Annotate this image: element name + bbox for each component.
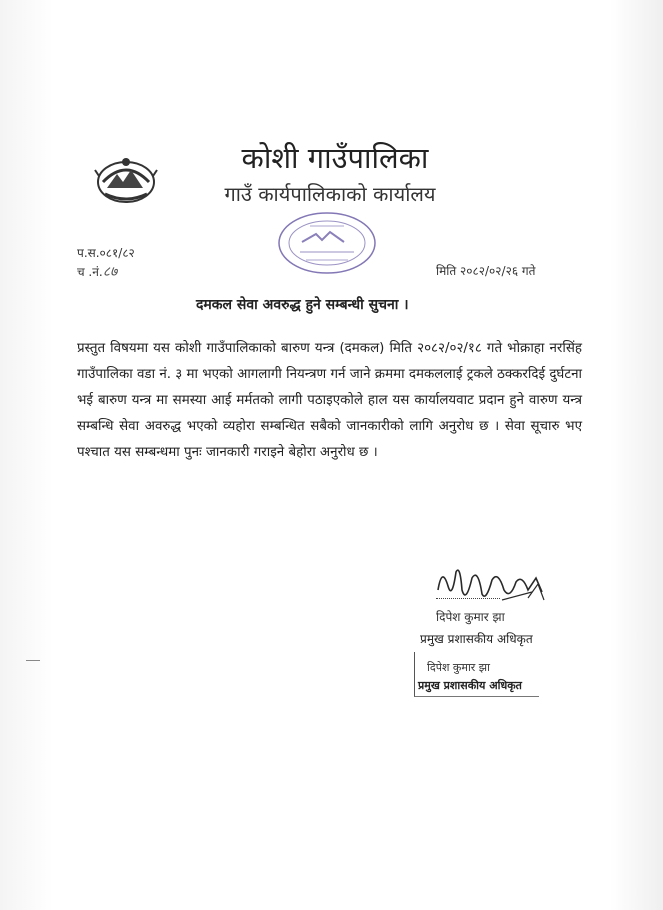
nepal-emblem-icon [93,152,159,206]
dispatch-number-label: च .नं. [77,265,103,279]
municipality-title: कोशी गाउँपालिका [241,141,429,175]
notice-body: प्रस्तुत विषयमा यस कोशी गाउँपालिकाको बारुण यन्त्र (दमकल) मिति २०८२/०२/१८ गते भोक्राहा नरसिंह गाउँपालिका वडा नं. ३ मा भएको आगलागी नियन्त्रण गर्न जाने क्रममा दमकललाई ट्रकले ठक्करदिई दुर्घटना भई बारुण यन्त्र मा समस्या आई मर्मतको लागी पठाइएकोले हाल यस कार्यालयवाट प्रदान हुने वारुण यन्त्र सम्बन्धि सेवा अवरुद्ध भएको व्यहोरा सम्बन्धित सबैको जानकारीको लागि अनुरोध छ । सेवा सूचारु भए पश्चात यस सम्बन्धमा पुनः जानकारी गराइने बेहोरा अनुरोध छ । [77,341,582,460]
office-subtitle: गाउँ कार्यपालिकाको कार्यालय [224,182,436,206]
notice-subject: दमकल सेवा अवरुद्ध हुने सम्बन्धी सुचना । [196,297,409,313]
dispatch-number-value: ८७ [102,264,118,280]
office-seal-icon [272,208,382,278]
stamp-title: प्रमुख प्रशासकीय अधिकृत [418,679,522,692]
signatory-name: दिपेश कुमार झा [436,610,505,624]
margin-mark [26,660,40,661]
fiscal-year: प.स.०८१/८२ [77,246,135,260]
handwritten-signature-icon [432,560,552,610]
signature-line [436,598,500,599]
dispatch-number [77,262,117,281]
letter-date: मिति २०८२/०२/२६ गते [436,264,536,278]
signatory-title: प्रमुख प्रशासकीय अधिकृत [420,632,533,646]
stamp-name: दिपेश कुमार झा [427,661,490,674]
